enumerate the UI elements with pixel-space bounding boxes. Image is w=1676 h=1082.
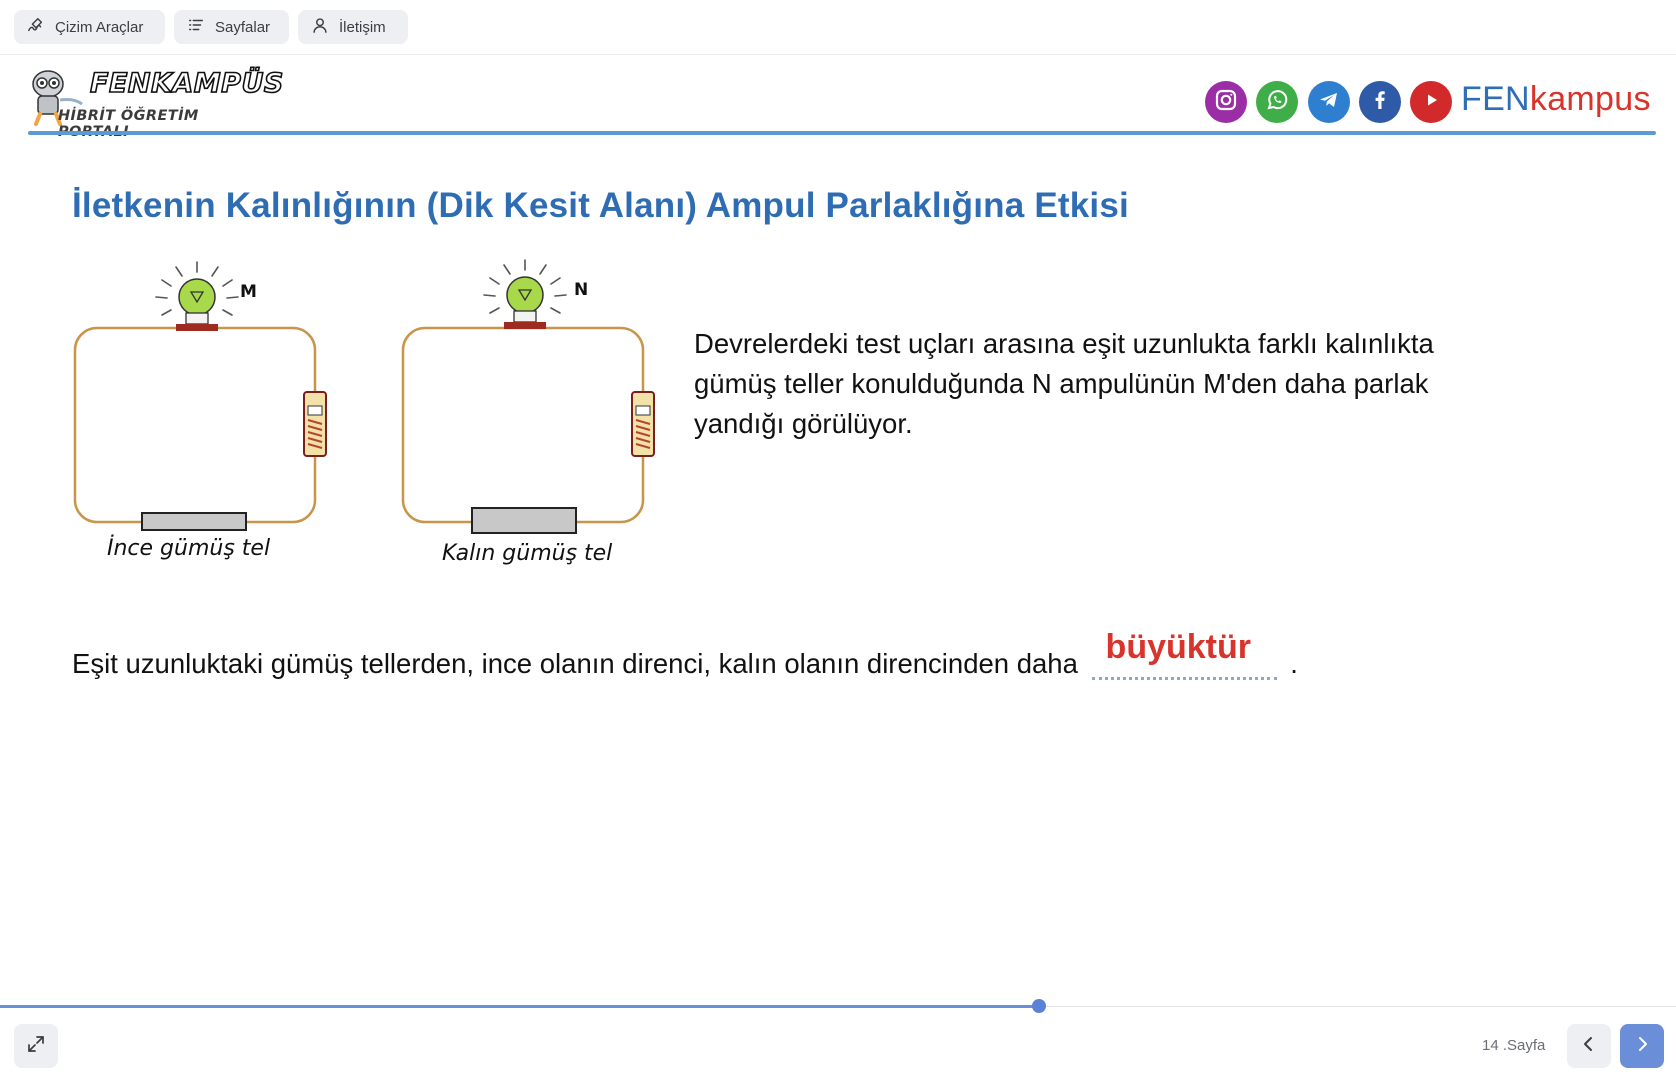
bulb-label-n: N: [574, 280, 589, 300]
previous-page-button[interactable]: [1567, 1024, 1611, 1068]
contact-label: İletişim: [339, 18, 386, 36]
fullscreen-button[interactable]: [14, 1024, 58, 1068]
drawing-tools-label: Çizim Araçlar: [55, 18, 144, 36]
bulb-label-m: M: [240, 282, 257, 302]
top-toolbar: [0, 0, 1676, 55]
logo-subtitle: HİBRİT ÖĞRETİM: [58, 108, 199, 124]
telegram-link[interactable]: [1308, 81, 1350, 123]
progress-handle[interactable]: [1032, 999, 1046, 1013]
chevron-left-icon: [1580, 1035, 1598, 1057]
circuit-diagram-n: [398, 258, 668, 568]
answer-blank[interactable]: [1092, 628, 1277, 680]
pages-label: Sayfalar: [215, 18, 271, 36]
description-text: Devrelerdeki test uçları arasına eşit uzunlukta farklı kalınlıkta gümüş teller konulduğunda N ampulünün M'den daha parlak yandığı görülüyor.: [694, 328, 1434, 439]
chevron-right-icon: [1633, 1035, 1651, 1057]
logo-wordmark: FENKAMPÜS: [90, 68, 284, 99]
page-number-label: 14 .Sayfa: [1482, 1037, 1546, 1054]
brand-name[interactable]: [1461, 80, 1651, 119]
next-page-button[interactable]: [1620, 1024, 1664, 1068]
fill-sentence-before: Eşit uzunluktaki gümüş tellerden, ince olanın direnci, kalın olanın direncinden daha: [72, 648, 1078, 679]
pen-squiggle-icon: [27, 16, 45, 38]
fill-in-sentence: [72, 628, 1298, 680]
progress-fill: [0, 1005, 1039, 1008]
facebook-icon: [1367, 87, 1393, 117]
page-title: İletkenin Kalınlığının (Dik Kesit Alanı) Ampul Parlaklığına Etkisi: [72, 186, 1129, 225]
facebook-link[interactable]: [1359, 81, 1401, 123]
whatsapp-link[interactable]: [1256, 81, 1298, 123]
whatsapp-icon: [1264, 87, 1290, 117]
wire-label-thick: Kalın gümüş tel: [442, 541, 613, 566]
wire-label-thin: İnce gümüş tel: [107, 536, 271, 561]
instagram-link[interactable]: [1205, 81, 1247, 123]
expand-icon: [26, 1034, 46, 1058]
site-logo[interactable]: [26, 66, 284, 132]
circuit-thick-wire: [398, 258, 668, 568]
user-icon: [311, 16, 329, 38]
telegram-icon: [1316, 87, 1342, 117]
header-divider: [28, 131, 1656, 135]
circuit-diagram-m: [70, 260, 340, 570]
brand-part-kampus: kampus: [1529, 80, 1651, 118]
list-icon: [187, 16, 205, 38]
youtube-link[interactable]: [1410, 81, 1452, 123]
instagram-icon: [1213, 87, 1239, 117]
youtube-icon: [1418, 87, 1444, 117]
contact-button[interactable]: [298, 10, 408, 44]
brand-part-fen: FEN: [1461, 80, 1530, 118]
drawing-tools-button[interactable]: [14, 10, 165, 44]
answer-text: büyüktür: [1105, 628, 1251, 666]
pages-button[interactable]: [174, 10, 289, 44]
fill-sentence-after: .: [1290, 648, 1298, 679]
circuit-thin-wire: [70, 260, 340, 570]
